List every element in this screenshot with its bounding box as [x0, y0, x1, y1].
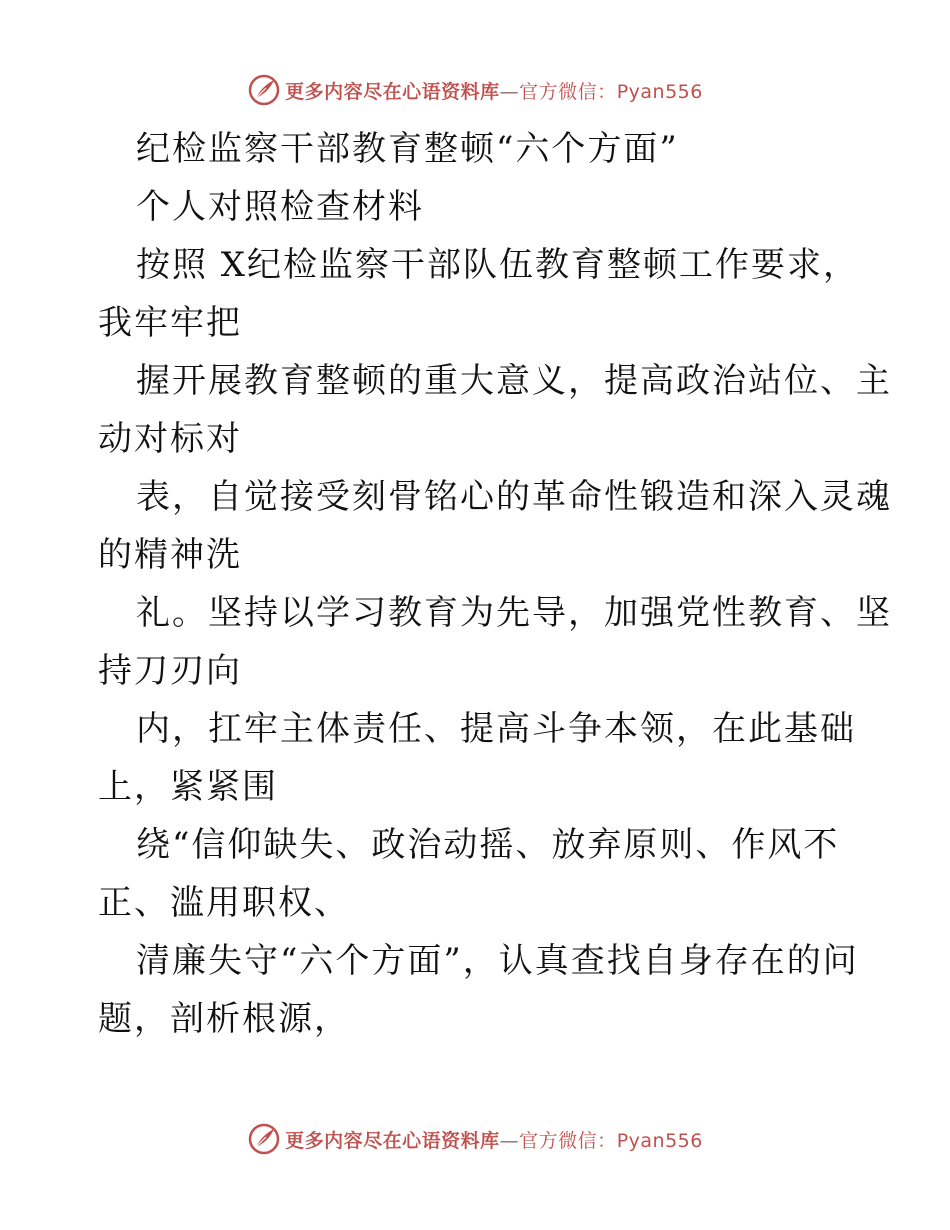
header-watermark-banner	[0, 70, 950, 110]
watermark-brand: 更多内容尽在心语资料库	[285, 80, 500, 103]
watermark-text	[285, 77, 703, 104]
paragraph-line: 我牢牢把	[98, 303, 242, 343]
paragraph-line: 礼。坚持以学习教育为先导，加强党性教育、坚	[136, 593, 892, 633]
paragraph-line: 的精神洗	[98, 535, 242, 575]
paragraph-line: 内，扛牢主体责任、提高斗争本领，在此基础	[136, 709, 856, 749]
paragraph-line: 绕“信仰缺失、政治动摇、放弃原则、作风不	[136, 825, 840, 865]
paragraph-line: 上，紧紧围	[98, 767, 278, 807]
paragraph-line: 握开展教育整顿的重大意义，提高政治站位、主	[136, 361, 892, 401]
paragraph-line: 题，剖析根源，	[98, 999, 350, 1039]
feather-pen-logo-icon	[247, 1122, 281, 1156]
paragraph-line: 动对标对	[98, 419, 242, 459]
watermark-contact-id: Pyan556	[616, 1129, 703, 1152]
paragraph-line: 按照 X纪检监察干部队伍教育整顿工作要求，	[136, 245, 860, 285]
document-title-line-1: 纪检监察干部教育整顿“六个方面”	[136, 129, 679, 169]
watermark-text	[285, 1126, 703, 1153]
watermark-separator: —	[499, 1129, 520, 1152]
feather-pen-logo-icon	[247, 73, 281, 107]
watermark-contact-id: Pyan556	[616, 80, 703, 103]
watermark-brand: 更多内容尽在心语资料库	[285, 1129, 500, 1152]
watermark-separator: —	[499, 80, 520, 103]
footer-watermark-banner	[0, 1119, 950, 1159]
document-title-line-2: 个人对照检查材料	[136, 187, 424, 227]
paragraph-line: 正、滥用职权、	[98, 883, 350, 923]
watermark-contact-label: 官方微信：	[519, 80, 617, 103]
watermark-contact-label: 官方微信：	[519, 1129, 617, 1152]
paragraph-line: 表，自觉接受刻骨铭心的革命性锻造和深入灵魂	[136, 477, 892, 517]
paragraph-line: 清廉失守“六个方面”，认真查找自身存在的问	[136, 941, 859, 981]
paragraph-line: 持刀刃向	[98, 651, 242, 691]
